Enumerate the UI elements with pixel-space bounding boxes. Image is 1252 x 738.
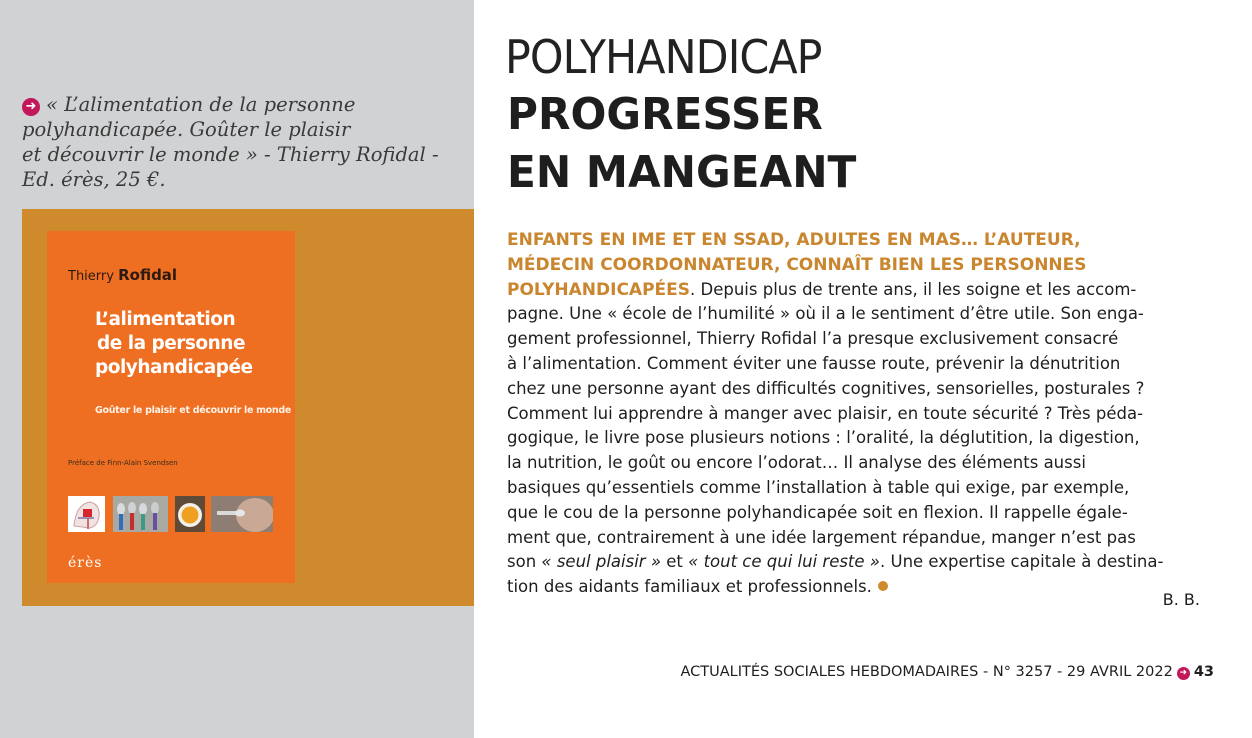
page-number: 43 xyxy=(1193,664,1214,680)
lead-line-2: MÉDECIN COORDONNATEUR, CONNAÎT BIEN LES PERSONNES xyxy=(507,254,1087,275)
caption-line-2: polyhandicapée. Goûter le plaisir xyxy=(22,118,351,141)
headline-line-1: PROGRESSER xyxy=(507,89,823,140)
caption-line-4: Ed. érès, 25 €. xyxy=(22,168,166,191)
cover-title xyxy=(95,308,253,380)
article-line-4: à l’alimentation. Comment éviter une fausse route, prévenir la dénutrition xyxy=(507,353,1121,373)
article-line-6: Comment lui apprendre à manger avec plaisir, en toute sécurité ? Très péda- xyxy=(507,403,1144,423)
lead-line-1: ENFANTS EN IME ET EN SSAD, ADULTES EN MAS… L’AUTEUR, xyxy=(507,230,1081,250)
cover-preface: Préface de Finn-Alain Svendsen xyxy=(68,459,178,467)
quote-seul-plaisir: « seul plaisir » xyxy=(541,552,662,572)
cover-title-line-2: de la personne xyxy=(97,333,246,354)
article-line-10: que le cou de la personne polyhandicapée soit en flexion. Il rappelle égale- xyxy=(507,502,1128,522)
article-line-7: gogique, le livre pose plusieurs notions : l’oralité, la déglutition, la digestion, xyxy=(507,428,1140,448)
soup-bowl-thumbnail xyxy=(175,496,205,532)
cover-title-line-3: polyhandicapée xyxy=(95,357,253,378)
anatomy-diagram-thumbnail xyxy=(68,496,105,532)
caption-line-3: et découvrir le monde » - Thierry Rofidal - xyxy=(22,143,439,166)
article-body xyxy=(507,228,1212,600)
article-line-13: tion des aidants familiaux et professionnels. xyxy=(507,575,1212,600)
arrow-right-icon: ➜ xyxy=(1177,667,1190,680)
article-line-5: chez une personne ayant des difficultés cognitives, sensorielles, posturales ? xyxy=(507,378,1145,398)
page-footer xyxy=(680,664,1214,680)
spoons-thumbnail xyxy=(113,496,168,532)
publication-info: ACTUALITÉS SOCIALES HEBDOMADAIRES - N° 3257 - 29 AVRIL 2022 xyxy=(680,664,1173,680)
book-cover xyxy=(47,231,295,583)
quote-tout-ce-qui-lui-reste: « tout ce qui lui reste » xyxy=(688,552,880,572)
article-line-2: pagne. Une « école de l’humilité » où il a le sentiment d’être utile. Son enga- xyxy=(507,304,1144,324)
article-line-12: son « seul plaisir » et « tout ce qui lui reste ». Une expertise capitale à destina- xyxy=(507,552,1164,572)
cover-subtitle: Goûter le plaisir et découvrir le monde xyxy=(95,405,292,416)
article-line-3: gement professionnel, Thierry Rofidal l’a presque exclusivement consacré xyxy=(507,329,1119,349)
cover-author: Thierry Rofidal xyxy=(68,266,178,284)
section-kicker: POLYHANDICAP xyxy=(505,30,822,84)
headline xyxy=(507,86,871,202)
article-line-8: la nutrition, le goût ou encore l’odorat… Il analyse des éléments aussi xyxy=(507,453,1086,473)
lead-line-3: POLYHANDICAPÉES xyxy=(507,279,691,300)
author-signature: B. B. xyxy=(1162,590,1200,609)
end-of-article-dot-icon xyxy=(878,581,888,591)
article-line-11: ment que, contrairement à une idée largement répandue, manger n’est pas xyxy=(507,527,1136,547)
cover-title-line-1: L’alimentation xyxy=(95,309,236,330)
article-line-1: POLYHANDICAPÉES. Depuis plus de trente ans, il les soigne et les accom- xyxy=(507,279,1137,300)
person-eating-thumbnail xyxy=(211,496,273,532)
headline-line-2: EN MANGEANT xyxy=(507,147,857,198)
cover-publisher: érès xyxy=(68,555,103,571)
arrow-right-icon: ➜ xyxy=(22,98,40,116)
caption-line-1: ➜ « L’alimentation de la personne xyxy=(22,92,467,117)
article-line-9: basiques qu’essentiels comme l’installation à table qui exige, par exemple, xyxy=(507,477,1130,497)
book-caption xyxy=(22,92,467,192)
